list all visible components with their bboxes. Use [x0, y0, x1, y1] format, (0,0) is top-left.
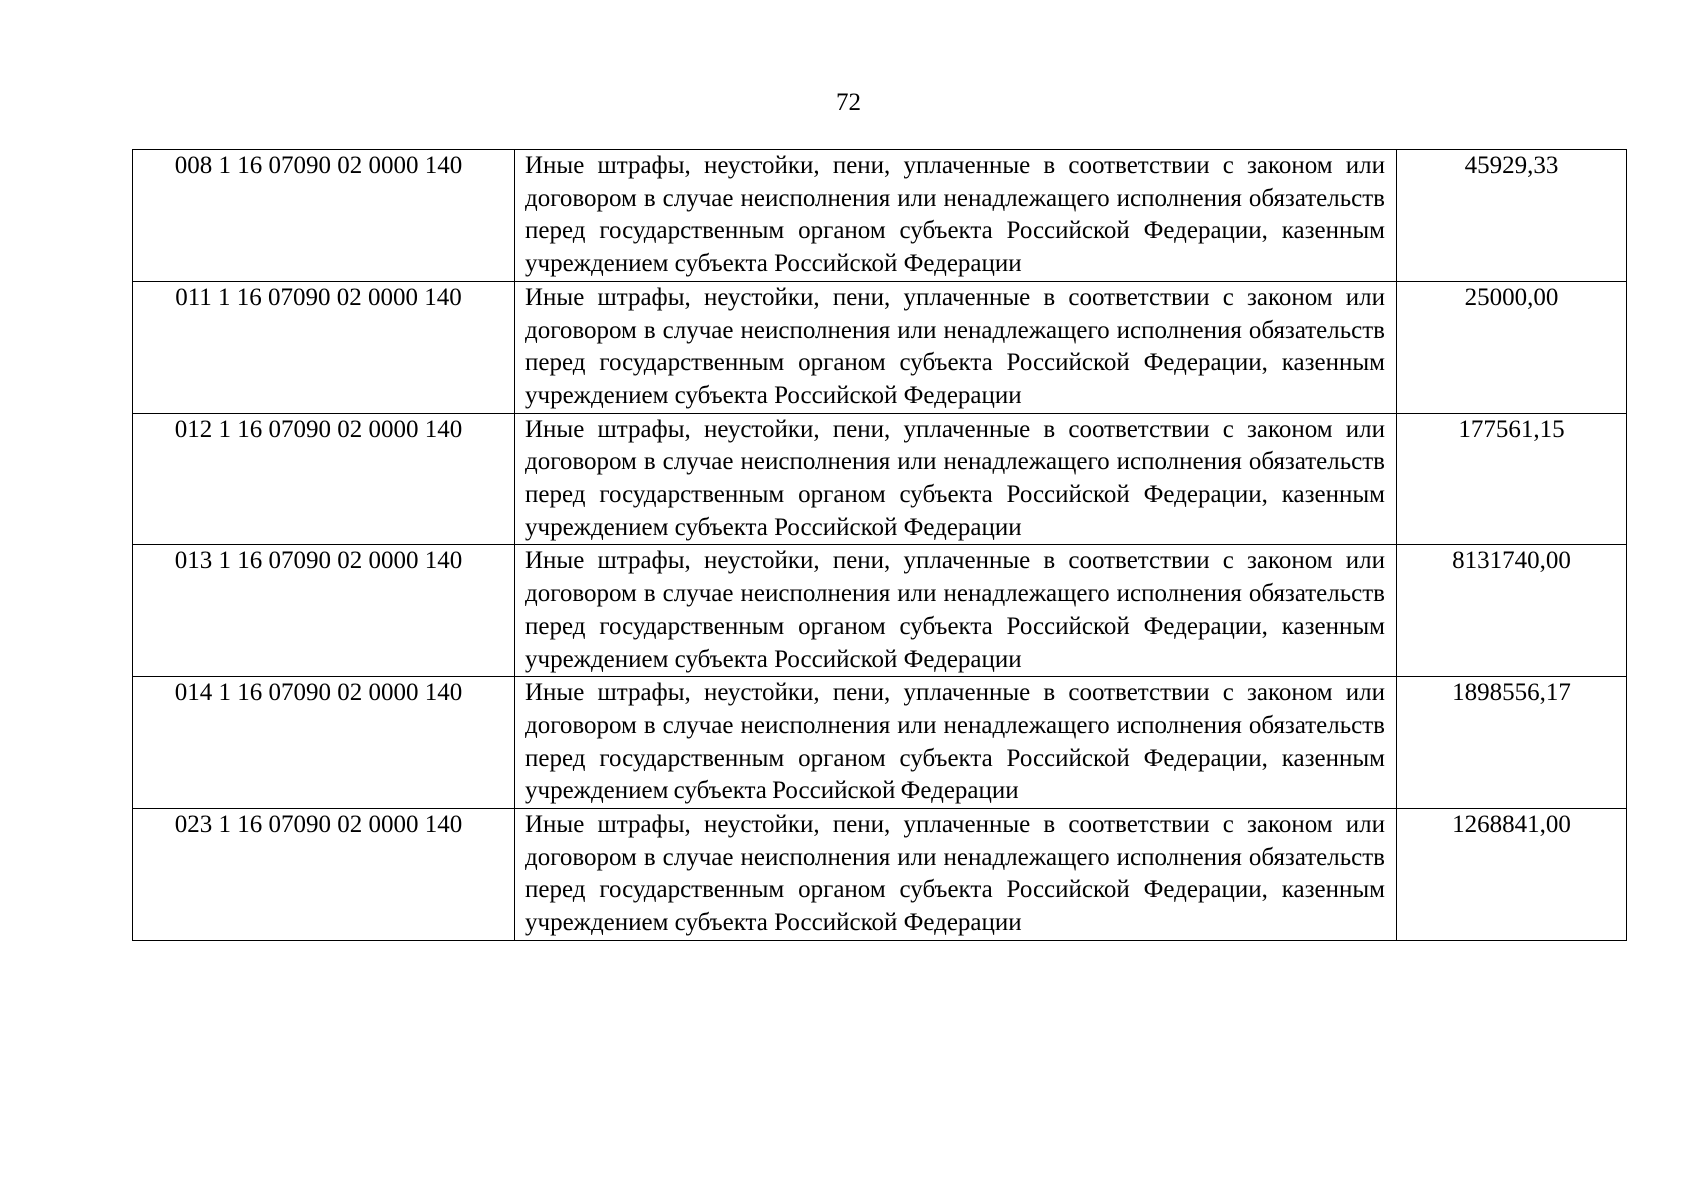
page-number: 72 — [836, 89, 861, 116]
table-row — [133, 809, 1627, 941]
revenue-description-cell: Иные штрафы, неустойки, пени, уплаченные в соответствии с законом или договором в случае неисполнения или ненадлежащего исполнения обязательств перед государственным органом субъекта Российской Федерации, казенным учреждением субъекта Российской Федерации — [515, 545, 1397, 677]
revenue-amount-cell: 45929,33 — [1397, 150, 1627, 282]
revenue-code-cell: 013 1 16 07090 02 0000 140 — [133, 545, 515, 677]
revenue-amount-cell: 25000,00 — [1397, 281, 1627, 413]
table-row — [133, 281, 1627, 413]
revenue-code-cell: 011 1 16 07090 02 0000 140 — [133, 281, 515, 413]
revenue-description-cell: Иные штрафы, неустойки, пени, уплаченные в соответствии с законом или договором в случае неисполнения или ненадлежащего исполнения обязательств перед государственным органом субъекта Российской Федерации, казенным учреждением субъекта Российской Федерации — [515, 150, 1397, 282]
revenue-description-cell: Иные штрафы, неустойки, пени, уплаченные в соответствии с законом или договором в случае неисполнения или ненадлежащего исполнения обязательств перед государственным органом субъекта Российской Федерации, казенным учреждением субъекта Российской Федерации — [515, 677, 1397, 809]
revenue-table — [132, 149, 1627, 941]
revenue-code-cell: 008 1 16 07090 02 0000 140 — [133, 150, 515, 282]
revenue-code-cell: 023 1 16 07090 02 0000 140 — [133, 809, 515, 941]
revenue-description-cell: Иные штрафы, неустойки, пени, уплаченные в соответствии с законом или договором в случае неисполнения или ненадлежащего исполнения обязательств перед государственным органом субъекта Российской Федерации, казенным учреждением субъекта Российской Федерации — [515, 809, 1397, 941]
revenue-amount-cell: 177561,15 — [1397, 413, 1627, 545]
table-row — [133, 677, 1627, 809]
revenue-code-cell: 012 1 16 07090 02 0000 140 — [133, 413, 515, 545]
table-row — [133, 150, 1627, 282]
revenue-amount-cell: 1268841,00 — [1397, 809, 1627, 941]
revenue-code-cell: 014 1 16 07090 02 0000 140 — [133, 677, 515, 809]
table-row — [133, 545, 1627, 677]
table-row — [133, 413, 1627, 545]
revenue-description-cell: Иные штрафы, неустойки, пени, уплаченные в соответствии с законом или договором в случае неисполнения или ненадлежащего исполнения обязательств перед государственным органом субъекта Российской Федерации, казенным учреждением субъекта Российской Федерации — [515, 281, 1397, 413]
revenue-amount-cell: 1898556,17 — [1397, 677, 1627, 809]
revenue-amount-cell: 8131740,00 — [1397, 545, 1627, 677]
revenue-description-cell: Иные штрафы, неустойки, пени, уплаченные в соответствии с законом или договором в случае неисполнения или ненадлежащего исполнения обязательств перед государственным органом субъекта Российской Федерации, казенным учреждением субъекта Российской Федерации — [515, 413, 1397, 545]
